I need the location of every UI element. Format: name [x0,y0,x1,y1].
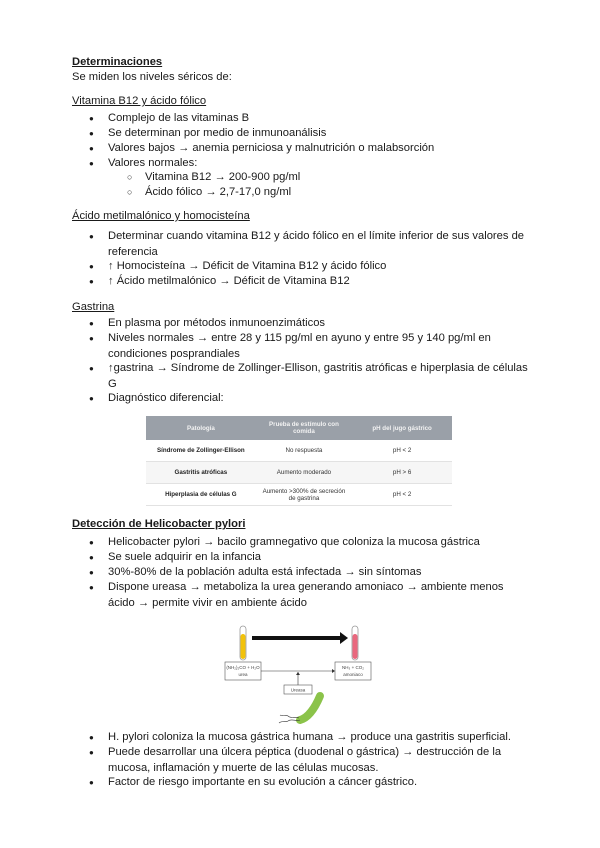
test-tube-ammonia-icon [352,626,358,660]
heading-hpylori: Detección de Helicobacter pylori [72,518,246,530]
list-item: ● Factor de riesgo importante en su evolución a cáncer gástrico. [108,775,417,791]
test-tube-urea-icon [240,626,246,660]
table-row [146,462,452,484]
sub-list-item: ○ Ácido fólico → 2,7-17,0 ng/ml [145,185,291,201]
up-arrow-icon [296,672,300,685]
table-header-row [146,416,452,440]
list-item: ● Valores bajos → anemia perniciosa y malnutrición o malabsorción [108,141,434,157]
table-cell: Gastritis atróficas [146,462,256,484]
table-cell: Hiperplasia de células G [146,484,256,506]
heading-determinaciones: Determinaciones [72,56,163,68]
reactant-formula: (NH₂)₂CO + H₂O [226,665,260,670]
differential-diagnosis-table [146,416,452,506]
list-item: ● ↑ Homocisteína → Déficit de Vitamina B12 y ácido fólico [108,259,386,275]
table-row [146,484,452,506]
table-cell: Aumento moderado [256,462,352,484]
list-item: ● Helicobacter pylori → bacilo gramnegativo que coloniza la mucosa gástrica [108,535,480,551]
table-header: Prueba de estímulo con comida [256,416,352,440]
table-header: pH del jugo gástrico [352,416,452,440]
list-item: ● Determinar cuando vitamina B12 y ácido fólico en el límite inferior de sus valores de referencia [108,229,528,260]
heading-gastrina: Gastrina [72,301,115,313]
list-item: ● Complejo de las vitaminas B [108,111,249,127]
list-item: ● Dispone ureasa → metaboliza la urea generando amoniaco → ambiente menos ácido → permite vivir en ambiente ácido [108,580,528,611]
list-item: ● Niveles normales → entre 28 y 115 pg/ml en ayuno y entre 95 y 140 pg/ml en condiciones posprandiales [108,331,528,362]
list-item: ● Se determinan por medio de inmunoanálisis [108,126,326,142]
reaction-arrow-icon [252,632,348,644]
table-cell: pH > 6 [352,462,452,484]
table-cell: pH < 2 [352,484,452,506]
table-cell: Aumento >300% de secreción de gastrina [256,484,352,506]
intro-text: Se miden los niveles séricos de: [72,71,232,83]
product-name: amoniaco [343,672,363,677]
list-item: ● ↑gastrina → Síndrome de Zollinger-Ellison, gastritis atróficas e hiperplasia de células G [108,361,528,392]
list-item: ● ↑ Ácido metilmalónico → Déficit de Vitamina B12 [108,274,350,290]
h-pylori-bacterium-icon [279,696,320,723]
list-item: ● H. pylori coloniza la mucosa gástrica humana → produce una gastritis superficial. [108,730,511,746]
list-item: ● Diagnóstico diferencial: [108,391,224,407]
table-cell: Síndrome de Zollinger-Ellison [146,440,256,462]
heading-b12: Vitamina B12 y ácido fólico [72,95,207,107]
list-item: ● 30%-80% de la población adulta está infectada → sin síntomas [108,565,421,581]
urease-diagram [220,620,390,730]
reactant-name: urea [238,672,248,677]
product-formula: NH₃ + CO₂ [342,665,364,670]
table-cell: pH < 2 [352,440,452,462]
table-header: Patología [146,416,256,440]
list-item: ● Se suele adquirir en la infancia [108,550,261,566]
list-item: ● Puede desarrollar una úlcera péptica (duodenal o gástrica) → destrucción de la mucosa, inflamación y muerte de las células mucosas. [108,745,528,776]
table-row [146,440,452,462]
list-item: ● En plasma por métodos inmunoenzimáticos [108,316,325,332]
sub-list-item: ○ Vitamina B12 → 200-900 pg/ml [145,170,300,186]
heading-metilmalonico: Ácido metilmalónico y homocisteína [72,210,250,222]
enzyme-label: Ureasa [290,687,306,693]
table-cell: No respuesta [256,440,352,462]
list-item: ● Valores normales: [108,156,197,172]
